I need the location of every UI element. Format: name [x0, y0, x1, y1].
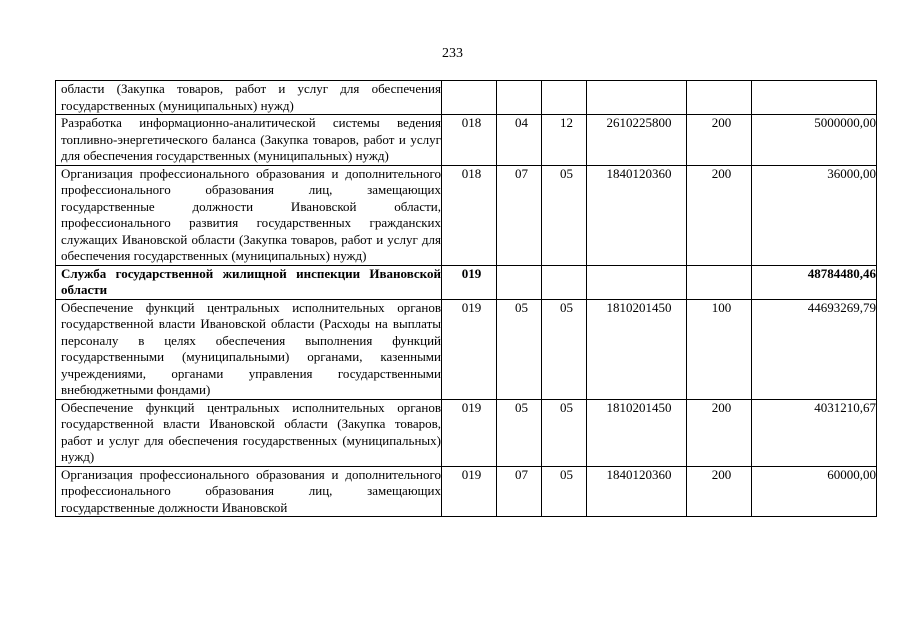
row-description: Разработка информационно-аналитической системы ведения топливно-энергетического баланса (Закупка товаров, работ и услуг для обеспечения государственных (муниципальных) нужд)	[56, 115, 442, 166]
expense-type-code: 200	[687, 399, 752, 466]
target-article-code: 1810201450	[587, 299, 687, 399]
subsection-code: 05	[542, 399, 587, 466]
table-row	[56, 399, 877, 466]
expense-type-code	[687, 265, 752, 299]
amount-value: 44693269,79	[752, 299, 877, 399]
amount-value: 60000,00	[752, 466, 877, 517]
row-description: Служба государственной жилищной инспекции Ивановской области	[56, 265, 442, 299]
expense-type-code: 200	[687, 115, 752, 166]
budget-table	[55, 80, 877, 517]
subsection-code	[542, 265, 587, 299]
expense-type-code	[687, 81, 752, 115]
target-article-code	[587, 81, 687, 115]
target-article-code: 1810201450	[587, 399, 687, 466]
row-description: Организация профессионального образования и дополнительного профессионального образования лиц, замещающих государственные должности Ивановской	[56, 466, 442, 517]
row-description: области (Закупка товаров, работ и услуг для обеспечения государственных (муниципальных) нужд)	[56, 81, 442, 115]
section-code: 07	[497, 466, 542, 517]
section-code	[497, 81, 542, 115]
table-row	[56, 165, 877, 265]
ministry-code: 019	[442, 299, 497, 399]
section-code: 05	[497, 299, 542, 399]
amount-value: 4031210,67	[752, 399, 877, 466]
table-row	[56, 81, 877, 115]
table-row	[56, 265, 877, 299]
target-article-code: 2610225800	[587, 115, 687, 166]
ministry-code: 018	[442, 165, 497, 265]
ministry-code: 019	[442, 265, 497, 299]
subsection-code: 05	[542, 466, 587, 517]
subsection-code: 05	[542, 299, 587, 399]
amount-value	[752, 81, 877, 115]
target-article-code	[587, 265, 687, 299]
table-row	[56, 115, 877, 166]
subsection-code: 12	[542, 115, 587, 166]
amount-value: 36000,00	[752, 165, 877, 265]
ministry-code: 018	[442, 115, 497, 166]
target-article-code: 1840120360	[587, 466, 687, 517]
table-row	[56, 299, 877, 399]
row-description: Обеспечение функций центральных исполнительных органов государственной власти Ивановской области (Закупка товаров, работ и услуг для обеспечения государственных (муниципальных) нужд)	[56, 399, 442, 466]
table-row	[56, 466, 877, 517]
target-article-code: 1840120360	[587, 165, 687, 265]
amount-value: 5000000,00	[752, 115, 877, 166]
amount-value: 48784480,46	[752, 265, 877, 299]
row-description: Организация профессионального образования и дополнительного профессионального образования лиц, замещающих государственные должности Ивановской области, профессионального развития государственных гражданских служащих Ивановской области (Закупка товаров, работ и услуг для обеспечения государственных (муниципальных) нужд)	[56, 165, 442, 265]
section-code: 07	[497, 165, 542, 265]
expense-type-code: 200	[687, 165, 752, 265]
expense-type-code: 200	[687, 466, 752, 517]
ministry-code	[442, 81, 497, 115]
page-number: 233	[442, 46, 463, 61]
ministry-code: 019	[442, 399, 497, 466]
ministry-code: 019	[442, 466, 497, 517]
section-code	[497, 265, 542, 299]
section-code: 04	[497, 115, 542, 166]
section-code: 05	[497, 399, 542, 466]
expense-type-code: 100	[687, 299, 752, 399]
row-description: Обеспечение функций центральных исполнительных органов государственной власти Ивановской области (Расходы на выплаты персоналу в целях обеспечения выполнения функций государственными (муниципальными) органами, казенными учреждениями, органами управления государственными внебюджетными фондами)	[56, 299, 442, 399]
subsection-code: 05	[542, 165, 587, 265]
subsection-code	[542, 81, 587, 115]
